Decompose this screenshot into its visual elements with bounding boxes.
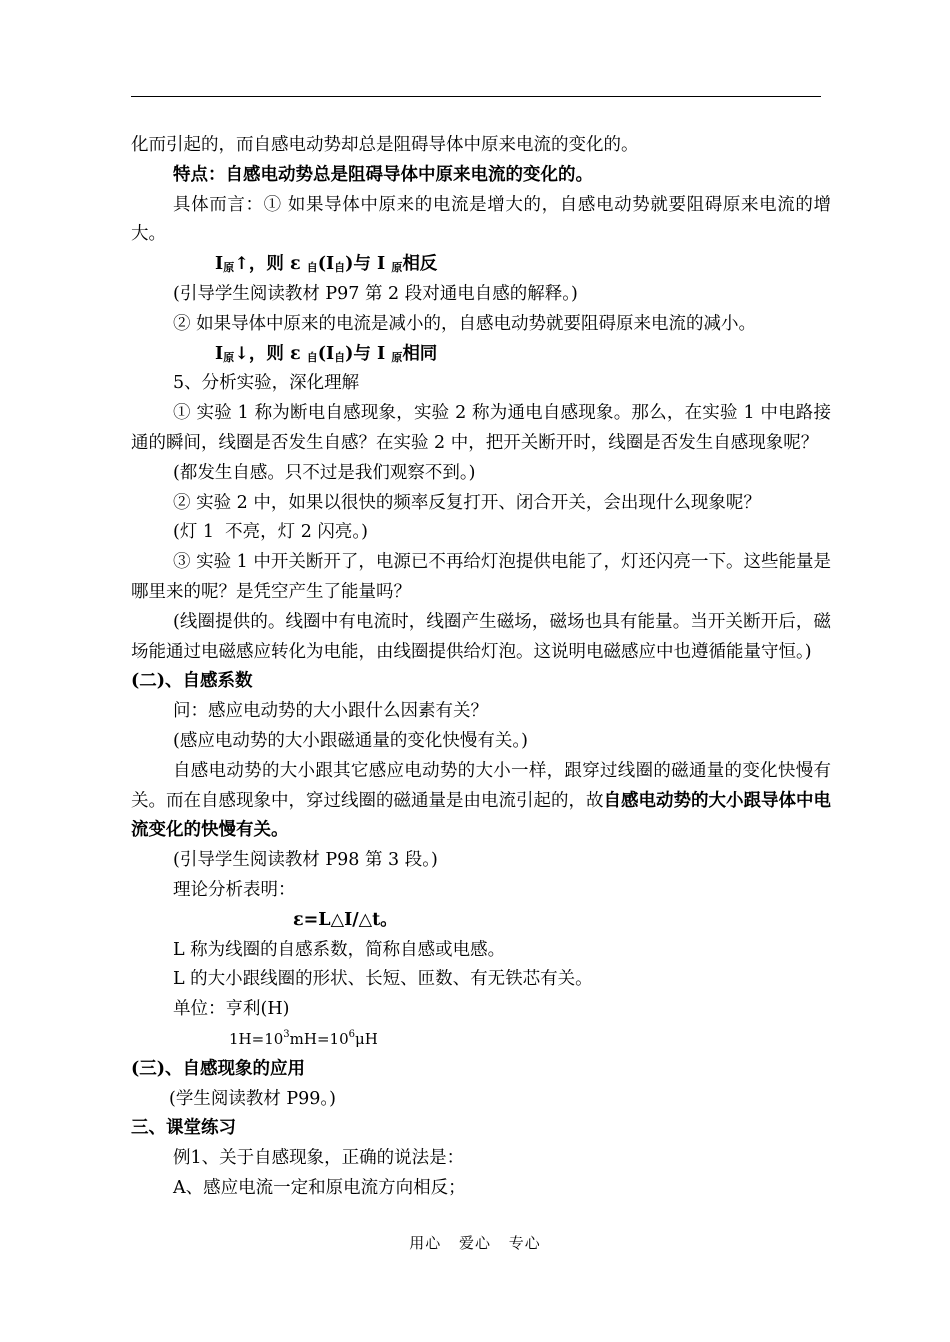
unit-conversion: $1H=10^3mH=10^6\mu H$ <box>229 1028 378 1048</box>
paragraph: ① 实验 1 称为断电自感现象，实验 2 称为通电自感现象。那么，在实验 1 中电路接通的瞬间，线圈是否发生自感？在实验 2 中，把开关断开时，线圈是否发生自感现象呢？ <box>131 403 831 453</box>
page-footer: 用心 爱心 专心 <box>409 1234 541 1252</box>
paragraph: (引导学生阅读教材 P97 第 2 段对通电自感的解释。) <box>173 283 578 304</box>
section-heading-5: 5、分析实验，深化理解 <box>173 373 360 394</box>
section-heading-2: (二)、自感系数 <box>131 671 253 692</box>
self-inductance-formula: ε=L△I/△t。 <box>293 909 398 930</box>
header-rule <box>131 96 821 97</box>
feature-statement: 特点：自感电动势总是阻碍导体中原来电流的变化的。 <box>173 164 593 185</box>
paragraph: 单位：亨利(H) <box>173 999 290 1020</box>
paragraph: (灯 1 不亮，灯 2 闪亮。) <box>173 522 368 543</box>
paragraph: 问：感应电动势的大小跟什么因素有关？ <box>173 701 488 722</box>
section-heading-3: (三)、自感现象的应用 <box>131 1058 306 1079</box>
paragraph: 具体而言：① 如果导体中原来的电流是增大的，自感电动势就要阻碍原来电流的增大。 <box>131 194 831 245</box>
paragraph: (都发生自感。只不过是我们观察不到。) <box>173 462 476 483</box>
paragraph: (线圈提供的。线圈中有电流时，线圈产生磁场，磁场也具有能量。当开关断开后，磁场能通过电磁感应转化为电能，由线圈提供给灯泡。这说明电磁感应中也遵循能量守恒。) <box>131 611 831 662</box>
paragraph: L 称为线圈的自感系数，简称自感或电感。 <box>173 939 506 960</box>
paragraph: 自感电动势的大小跟其它感应电动势的大小一样，跟穿过线圈的磁通量的变化快慢有关。而在自感现象中，穿过线圈的磁通量是由电流引起的，故自感电动势的大小跟导体中电流变化的快慢有关。 <box>131 760 831 841</box>
paragraph: ② 实验 2 中，如果以很快的频率反复打开、闭合开关，会出现什么现象呢？ <box>173 492 761 513</box>
paragraph: (引导学生阅读教材 P98 第 3 段。) <box>173 850 438 871</box>
document-body <box>131 131 831 1204</box>
paragraph: ③ 实验 1 中开关断开了，电源已不再给灯泡提供电能了，灯还闪亮一下。这些能量是哪里来的呢？是凭空产生了能量吗？ <box>131 552 831 602</box>
paragraph: ② 如果导体中原来的电流是减小的，自感电动势就要阻碍原来电流的减小。 <box>173 313 757 334</box>
paragraph: (学生阅读教材 P99。) <box>169 1088 337 1109</box>
formula-decrease: $I_原↓$，则 ε $_自(I_自)$与 I $_原$相同 <box>215 343 438 364</box>
paragraph: (感应电动势的大小跟磁通量的变化快慢有关。) <box>173 730 528 751</box>
formula-increase: $I_原↑$，则 ε $_自(I_自)$与 I $_原$相反 <box>215 254 438 275</box>
paragraph: 理论分析表明： <box>173 879 296 900</box>
paragraph: 例1、关于自感现象，正确的说法是： <box>173 1148 465 1169</box>
section-heading-exercise: 三、课堂练习 <box>131 1118 236 1139</box>
paragraph: A、感应电流一定和原电流方向相反； <box>173 1177 466 1198</box>
paragraph: 化而引起的，而自感电动势却总是阻碍导体中原来电流的变化的。 <box>131 135 639 155</box>
paragraph: L 的大小跟线圈的形状、长短、匝数、有无铁芯有关。 <box>173 969 593 990</box>
